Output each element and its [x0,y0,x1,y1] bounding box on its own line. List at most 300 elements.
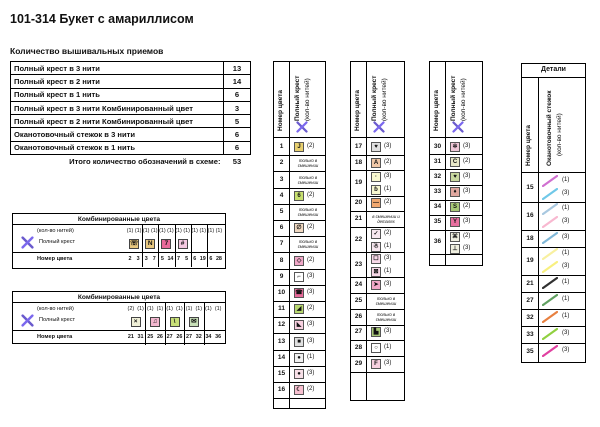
combo-symbol: × [131,317,141,327]
details-title-divider [522,77,585,78]
legend-divider [366,62,367,400]
combo-col-divider [158,225,159,267]
legend-row-divider [430,200,482,201]
legend-thread-count: (1) [384,186,392,193]
summary-row [11,128,251,141]
details-table [521,63,586,363]
summary-label: Полный крест в 3 нити Комбинированный цвет [11,101,224,114]
legend-symbol: ◢ [294,304,304,314]
full-cross-icon [21,314,34,327]
legend-thread-count: (3) [463,188,471,195]
details-thread-count: (1) [562,296,570,302]
combo-color-number: 31 [137,334,144,340]
legend-thread-count: (3) [307,321,315,328]
summary-row [11,101,251,114]
legend-color-number: 26 [354,312,363,320]
stitch-line-icon [542,175,558,187]
legend-header-number: Номер цвета [354,89,361,131]
legend-header-number: Номер цвета [433,89,440,131]
details-row-divider [522,230,585,231]
legend-color-number: 7 [279,240,284,248]
summary-table [10,61,251,168]
legend-row-divider [274,171,325,172]
legend-note: только в смешении [297,239,319,250]
combo-thread-count: (1) [150,228,158,234]
combo-threads-label: (кол-во нитей) [37,306,74,312]
legend-thread-count: (2) [384,199,392,206]
legend-thread-count: (3) [463,142,471,149]
legend-color-number: 28 [354,344,363,352]
legend-header-threads: (кол-во нитей) [381,78,388,121]
details-row-divider [522,275,585,276]
stitch-line-icon [542,277,558,289]
legend-symbol: Y [450,217,460,227]
legend-row-divider [274,317,325,318]
legend-symbol: ⊥ [450,244,460,254]
legend-thread-count: (2) [463,233,471,240]
legend-color-number: 14 [277,353,286,361]
legend-symbol: — [373,200,379,207]
combo-thread-count: (1) [142,228,150,234]
legend-color-number: 23 [354,260,363,268]
legend-color-number: 22 [354,235,363,243]
combo-header: Комбинированные цвета [13,292,225,303]
legend-row-divider [274,220,325,221]
combo-thread-count: (1) [195,306,203,312]
combo-number-label: Номер цвета [37,334,73,340]
legend-symbol: ✓ [371,229,381,239]
combo-color-number: 2 [128,256,132,262]
legend-color-number: 34 [433,203,442,211]
legend-thread-count: (3) [384,359,392,366]
details-color-number: 15 [526,184,534,191]
legend-symbol: ○ [371,343,381,353]
legend-header-cross: Полный крест [294,75,301,121]
summary-label: Полный крест в 1 нить [11,88,224,101]
combo-col-divider [191,225,192,267]
combo-col-divider [175,225,176,267]
combo-col-divider [184,303,185,345]
combo-thread-count: (1) [167,228,174,234]
legend-row-divider [351,356,404,357]
legend-thread-count: (2) [307,143,315,150]
stitch-line-icon [542,328,558,340]
legend-color-number: 32 [433,172,442,180]
combo-symbol: 7 [161,239,171,249]
legend-color-number: 25 [354,296,363,304]
combo-cross-label: Полный крест [39,317,76,323]
details-color-number: 16 [526,212,534,219]
legend-color-number: 8 [279,256,284,264]
legend-note: только в смешении [297,206,319,217]
full-cross-icon [373,121,385,133]
details-color-number: 27 [526,296,534,304]
details-thread-count: (3) [562,347,570,353]
legend-color-number: 16 [277,386,286,394]
summary-label: Оканотовочный стежок в 3 нити [11,128,224,141]
legend-row-divider [430,169,482,170]
combo-color-number: 25 [147,334,154,340]
stitch-line-icon [542,216,558,228]
stitch-line-icon [542,311,558,323]
combo-divider [13,330,225,331]
legend-symbol: ➤ [371,280,381,290]
legend-symbol: ∅ [294,223,304,233]
legend-thread-count: (2) [307,386,315,393]
legend-header-number: Номер цвета [277,89,284,131]
legend-row-divider [351,252,404,253]
details-row-divider [522,326,585,327]
stitch-line-icon [542,261,558,273]
combo-color-number: 32 [195,334,202,340]
legend-note: в смешении и деталях [372,214,400,225]
details-thread-count: (3) [562,190,570,196]
legend-symbol: 6 [294,191,304,201]
legend-color-number: 10 [277,288,286,296]
summary-value: 13 [224,62,251,75]
combo-thread-count: (1) [175,228,182,234]
details-thread-count: (1) [562,313,570,319]
combo-thread-count: (1) [146,306,154,312]
combo-thread-count: (1) [207,228,215,234]
legend-symbol: · [371,172,381,182]
legend-color-number: 15 [277,369,286,377]
legend-thread-count: (3) [384,142,392,149]
combo-col-divider [145,303,146,345]
combo-color-number: 26 [156,334,163,340]
legend-thread-count: (2) [463,203,471,210]
legend-symbol: ◇ [294,256,304,266]
summary-subtitle: Количество вышивальных приемов [10,46,164,56]
legend-symbol: ◣ [294,320,304,330]
combo-color-number: 7 [152,256,156,262]
summary-label: Полный крест в 2 нити [11,75,224,88]
details-thread-count: (3) [562,218,570,224]
legend-row-divider [274,285,325,286]
legend-row-divider [274,236,325,237]
details-header-divider [522,172,585,173]
legend-header-divider [351,137,404,138]
details-thread-count: (3) [562,330,570,336]
legend-color-number: 2 [279,159,284,167]
legend-column-1 [273,61,326,409]
details-thread-count: (3) [562,234,570,240]
combo-color-number: 19 [199,256,206,262]
legend-thread-count: (1) [384,267,392,274]
legend-symbol: ● [294,353,304,363]
combo-color-number: 5 [160,256,164,262]
combo-thread-count: (1) [166,306,173,312]
stitch-line-icon [542,345,558,357]
legend-row-divider [274,382,325,383]
combo-col-divider [204,303,205,345]
legend-row-divider [351,170,404,171]
combo-thread-count: (1) [185,306,193,312]
legend-thread-count: (2) [307,305,315,312]
stitch-line-icon [542,294,558,306]
legend-thread-count: (3) [307,288,315,295]
legend-color-number: 17 [354,142,363,150]
full-cross-icon [21,236,34,249]
legend-thread-count: (3) [384,255,392,262]
legend-color-number: 35 [433,218,442,226]
legend-symbol: ☐ [371,254,381,264]
summary-total-row [11,155,251,168]
legend-header-cross: Полный крест [450,75,457,121]
legend-row-divider [430,185,482,186]
legend-color-number: 3 [279,175,284,183]
combo-color-number: 21 [127,334,134,340]
combo-thread-count: (1) [176,306,183,312]
details-divider [538,77,539,362]
legend-thread-count: (1) [384,242,392,249]
legend-thread-count: (3) [384,173,392,180]
details-thread-count: (1) [562,205,570,211]
legend-row-divider [351,277,404,278]
legend-symbol: ⌐ [294,272,304,282]
legend-symbol: S [450,202,460,212]
combo-thread-count: (2) [127,306,135,312]
details-header-number: Номер цвета [525,124,532,166]
stitch-line-icon [542,248,558,260]
combined-colors-table-1 [12,213,226,269]
legend-row-divider [351,211,404,212]
legend-header-cross: Полный крест [371,75,378,121]
legend-color-number: 9 [279,272,284,280]
legend-thread-count: (3) [463,245,471,252]
details-color-number: 33 [526,330,534,338]
combo-thread-count: (1) [215,228,223,234]
page-title: 101-314 Букет с амариллисом [10,12,194,26]
combo-thread-count: (1) [183,228,190,234]
full-cross-icon [296,121,308,133]
combo-color-number: 27 [166,334,173,340]
combo-thread-count: (1) [214,306,222,312]
details-color-number: 19 [526,257,534,264]
combo-col-divider [207,225,208,267]
legend-row-divider [351,196,404,197]
legend-row-divider [274,398,325,399]
combo-thread-count: (1) [191,228,198,234]
legend-note: только в смешении [375,295,397,306]
legend-row-divider [274,155,325,156]
legend-row-divider [274,204,325,205]
legend-row-divider [351,372,404,373]
combo-number-label: Номер цвета [37,256,73,262]
legend-color-number: 27 [354,328,363,336]
legend-note: только в смешении [297,174,319,185]
legend-divider [445,62,446,265]
legend-row-divider [351,325,404,326]
combo-symbol: # [178,239,188,249]
combo-color-number: 14 [167,256,174,262]
combo-divider [13,252,225,253]
legend-row-divider [274,301,325,302]
combo-color-number: 5 [185,256,189,262]
summary-value: 6 [224,141,251,154]
summary-value: 6 [224,128,251,141]
legend-symbol: ☃ [371,242,381,252]
summary-value: 6 [224,88,251,101]
details-header-threads: (кол-во нитей) [556,113,563,156]
legend-divider [289,62,290,408]
summary-value: 14 [224,75,251,88]
legend-thread-count: (1) [307,353,315,360]
legend-symbol: ▙ [371,327,381,337]
combo-threads-label: (кол-во нитей) [37,228,74,234]
combo-symbol: ☏ [130,240,139,247]
combo-symbol: ✉ [189,317,199,327]
legend-thread-count: (2) [307,224,315,231]
legend-note: только в смешении [297,158,319,169]
combo-symbol: ♫ [150,317,160,327]
legend-thread-count: (2) [307,256,315,263]
details-color-number: 32 [526,313,534,321]
legend-row-divider [351,309,404,310]
legend-thread-count: (3) [307,272,315,279]
combo-thread-count: (1) [137,306,144,312]
legend-color-number: 1 [279,143,284,151]
combo-thread-count: (1) [156,306,164,312]
combo-symbol: \ [170,317,180,327]
legend-row-divider [430,215,482,216]
combo-col-divider [142,225,143,267]
legend-symbol: ♥ [371,142,381,152]
combo-color-number: 36 [215,334,222,340]
legend-note: только в смешении [375,311,397,322]
legend-color-number: 31 [433,157,442,165]
legend-thread-count: (3) [463,218,471,225]
combo-color-number: 7 [177,256,181,262]
details-thread-count: (1) [562,250,570,256]
combo-color-number: 27 [186,334,193,340]
legend-color-number: 24 [354,281,363,289]
details-thread-count: (3) [562,263,570,269]
legend-symbol: F [371,359,381,369]
full-cross-icon [452,121,464,133]
legend-thread-count: (3) [384,281,392,288]
legend-color-number: 18 [354,158,363,166]
summary-row [11,115,251,128]
legend-symbol: ɓ [371,185,381,195]
combo-color-number: 34 [205,334,212,340]
details-row-divider [522,309,585,310]
legend-thread-count: (2) [463,157,471,164]
combo-color-number: 3 [136,256,140,262]
legend-thread-count: (1) [384,344,392,351]
summary-value: 5 [224,115,251,128]
summary-total-label: Итого количество обозначений в схеме: [69,156,221,166]
details-color-number: 18 [526,234,534,242]
legend-color-number: 13 [277,337,286,345]
summary-row [11,141,251,154]
combined-colors-table-2 [12,291,226,344]
stitch-line-icon [542,203,558,215]
legend-color-number: 30 [433,142,442,150]
details-row-divider [522,343,585,344]
legend-row-divider [274,350,325,351]
legend-row-divider [274,366,325,367]
combo-header: Комбинированные цвета [13,214,225,225]
summary-label: Полный крест в 3 нити [11,62,224,75]
legend-column-3 [429,61,483,266]
legend-color-number: 19 [354,179,363,187]
legend-symbol: C [450,157,460,167]
legend-header-threads: (кол-во нитей) [304,78,311,121]
combo-thread-count: (1) [159,228,166,234]
legend-symbol: ⌘ [452,234,458,241]
legend-color-number: 4 [279,191,284,199]
legend-color-number: 5 [279,207,284,215]
legend-color-number: 29 [354,359,363,367]
summary-row [11,88,251,101]
combo-thread-count: (1) [205,306,212,312]
details-thread-count: (1) [562,279,570,285]
legend-color-number: 33 [433,188,442,196]
legend-symbol: A [371,158,381,168]
legend-symbol: ☾ [294,385,304,395]
details-title: Детали [541,66,566,73]
legend-thread-count: (3) [384,328,392,335]
summary-row [11,75,251,88]
legend-symbol: ■ [294,337,304,347]
combo-thread-count: (1) [134,228,142,234]
legend-row-divider [351,293,404,294]
summary-label: Полный крест в 2 нити Комбинированный цвет [11,115,224,128]
details-row-divider [522,292,585,293]
legend-header-divider [430,137,482,138]
legend-symbol: ⊠ [371,267,381,277]
stitch-line-icon [542,232,558,244]
legend-color-number: 20 [354,199,363,207]
details-header-stitch: Оканотовочный стежок [546,90,553,166]
legend-row-divider [351,155,404,156]
combo-color-number: 26 [176,334,183,340]
legend-row-divider [274,252,325,253]
legend-color-number: 21 [354,215,363,223]
combo-color-number: 6 [193,256,197,262]
legend-row-divider [430,254,482,255]
legend-thread-count: (3) [463,172,471,179]
legend-header-divider [274,137,325,138]
legend-row-divider [274,269,325,270]
summary-total-value: 53 [232,156,242,166]
legend-symbol: ☎ [295,289,303,296]
legend-row-divider [430,230,482,231]
legend-symbol: ● [294,369,304,379]
summary-label: Оканотовочный стежок в 1 нить [11,141,224,154]
combo-col-divider [165,303,166,345]
stitch-line-icon [542,188,558,200]
legend-row-divider [351,227,404,228]
legend-color-number: 11 [278,305,285,313]
details-thread-count: (1) [562,177,570,183]
legend-header-threads: (кол-во нитей) [460,78,467,121]
legend-row-divider [274,333,325,334]
combo-color-number: 6 [209,256,213,262]
legend-row-divider [351,340,404,341]
legend-row-divider [274,188,325,189]
details-color-number: 21 [526,279,534,287]
combo-thread-count: (1) [126,228,134,234]
legend-thread-count: (2) [307,191,315,198]
legend-row-divider [430,154,482,155]
legend-symbol: J [294,142,304,152]
details-color-number: 35 [526,347,534,355]
legend-color-number: 36 [433,238,442,246]
legend-column-2 [350,61,405,401]
combo-cross-label: Полный крест [39,239,76,245]
